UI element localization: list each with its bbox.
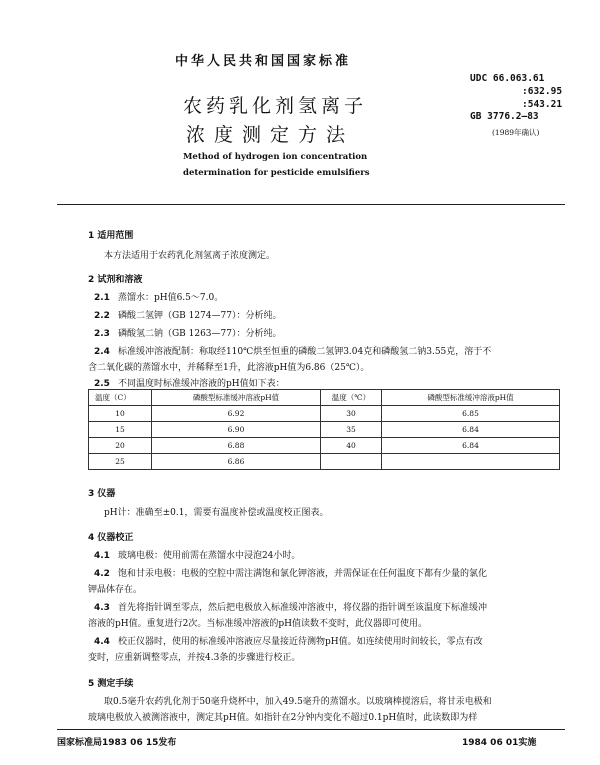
table-row xyxy=(89,438,560,454)
table-cell: 6.85 xyxy=(382,406,560,422)
implementation-date: 1984 06 01实施 xyxy=(462,738,537,748)
item-number: 4.4 xyxy=(94,637,110,647)
item-number: 2.1 xyxy=(94,293,110,303)
table-cell: 20 xyxy=(89,438,152,454)
table-cell: 15 xyxy=(89,422,152,438)
section-5-heading: 5 测定手续 xyxy=(88,679,134,689)
item-text: 钾晶体存在。 xyxy=(88,585,143,595)
section-3-heading: 3 仪器 xyxy=(88,489,116,499)
item-text: 校正仪器时，使用的标准缓冲溶液应尽量接近待测物pH值。如连续使用时间较长，零点有改 xyxy=(117,637,483,647)
item-text: 玻璃电极：使用前需在蒸馏水中浸泡24小时。 xyxy=(117,551,301,561)
item-4-4-cont xyxy=(88,650,300,666)
item-2-3 xyxy=(94,326,281,342)
item-4-1 xyxy=(94,548,300,564)
table-cell xyxy=(321,454,382,470)
item-text: 标准缓冲溶液配制：称取经110℃烘至恒重的磷酸二氢钾3.04克和磷酸氢二钠3.55克，溶于不 xyxy=(117,347,492,357)
item-number: 2.5 xyxy=(94,379,110,389)
table-row xyxy=(89,454,560,470)
item-2-2 xyxy=(94,308,281,324)
title-line-2: 浓度测定方法 xyxy=(186,124,355,146)
table-row xyxy=(89,406,560,422)
item-4-2 xyxy=(94,566,487,582)
item-text: 磷酸二氢钾（GB 1274—77）：分析纯。 xyxy=(117,311,282,321)
confirmation-note: (1989年确认) xyxy=(492,128,540,137)
table-cell: 30 xyxy=(321,406,382,422)
english-title-line-2: determination for pesticide emulsifiers xyxy=(183,168,370,178)
item-text: 首先将指针调至零点，然后把电极放入标准缓冲溶液中，将仪器的指针调至该温度下标准缓冲 xyxy=(117,603,487,613)
table-cell: 6.90 xyxy=(152,422,321,438)
table-header-row xyxy=(89,390,560,406)
udc-code-block xyxy=(470,72,562,111)
section-1-text: 本方法适用于农药乳化剂氢离子浓度测定。 xyxy=(104,251,276,261)
item-4-3-cont xyxy=(88,616,427,632)
table-header-cell: 磷酸型标准缓冲溶液pH值 xyxy=(382,390,560,406)
table-cell xyxy=(382,454,560,470)
section-4-heading: 4 仪器校正 xyxy=(88,533,134,543)
table-cell: 35 xyxy=(321,422,382,438)
section-5-line-2: 玻璃电极放入被测溶液中，测定其pH值。如指针在2分钟内变化不超过0.1pH值时，此读数即为样 xyxy=(88,713,478,723)
item-text: 含二氧化碳的蒸馏水中，并稀释至1升，此溶液pH值为6.86（25℃）。 xyxy=(88,363,370,373)
item-text: 饱和甘汞电极：电极的空腔中需注满饱和氯化钾溶液，并需保证在任何温度下都有少量的氯化 xyxy=(117,569,487,579)
udc-line-2: :632.95 xyxy=(522,86,563,97)
item-number: 4.3 xyxy=(94,603,110,613)
table-cell: 40 xyxy=(321,438,382,454)
table-row xyxy=(89,422,560,438)
table-header-cell: 温度（℃） xyxy=(321,390,382,406)
ph-temperature-table xyxy=(88,389,560,470)
udc-line-1: UDC 66.063.61 xyxy=(470,73,545,84)
udc-line-3: :543.21 xyxy=(522,99,563,110)
item-number: 4.2 xyxy=(94,569,110,579)
table-header-cell: 磷酸型标准缓冲溶液pH值 xyxy=(152,390,321,406)
item-number: 2.4 xyxy=(94,347,110,357)
item-4-3 xyxy=(94,600,487,616)
item-text: 变时，应重新调整零点，并按4.3条的步骤进行校正。 xyxy=(88,653,301,663)
section-1-heading: 1 适用范围 xyxy=(88,231,134,241)
item-4-4 xyxy=(94,634,483,650)
table-header-cell: 温度（C） xyxy=(89,390,152,406)
table-cell: 6.84 xyxy=(382,438,560,454)
footer-divider xyxy=(57,729,565,730)
title-line-1: 农药乳化剂氢离子 xyxy=(183,95,368,117)
item-text: 蒸馏水：pH值6.5～7.0。 xyxy=(117,293,224,303)
section-2-heading: 2 试剂和溶液 xyxy=(88,275,143,285)
item-text: 不同温度时标准缓冲溶液的pH值如下表： xyxy=(117,379,285,389)
item-text: 溶液的pH值。重复进行2次。当标准缓冲溶液的pH值读数不变时，此仪器即可使用。 xyxy=(88,619,427,629)
header-divider xyxy=(57,204,565,205)
section-5-line-1: 取0.5毫升农药乳化剂于50毫升烧杯中，加入49.5毫升的蒸馏水。以玻璃棒搅溶后，将甘汞电极和 xyxy=(104,697,492,707)
standard-name: 中华人民共和国国家标准 xyxy=(175,54,352,69)
issue-date: 国家标准局1983 06 15发布 xyxy=(57,738,177,748)
item-4-2-cont xyxy=(88,582,142,598)
item-text: 磷酸氢二钠（GB 1263—77）：分析纯。 xyxy=(117,329,282,339)
item-2-4-cont xyxy=(88,360,369,376)
english-title-line-1: Method of hydrogen ion concentration xyxy=(183,152,368,162)
table-cell: 6.86 xyxy=(152,454,321,470)
item-number: 2.2 xyxy=(94,311,110,321)
item-2-4 xyxy=(94,344,491,360)
section-3-text: pH计：准确至±0.1，需要有温度补偿或温度校正图表。 xyxy=(104,508,329,518)
gb-code: GB 3776.2—83 xyxy=(470,111,539,122)
table-cell: 6.84 xyxy=(382,422,560,438)
item-2-1 xyxy=(94,290,223,306)
table-cell: 10 xyxy=(89,406,152,422)
item-number: 2.3 xyxy=(94,329,110,339)
table-cell: 6.88 xyxy=(152,438,321,454)
item-number: 4.1 xyxy=(94,551,110,561)
table-cell: 6.92 xyxy=(152,406,321,422)
table-cell: 25 xyxy=(89,454,152,470)
